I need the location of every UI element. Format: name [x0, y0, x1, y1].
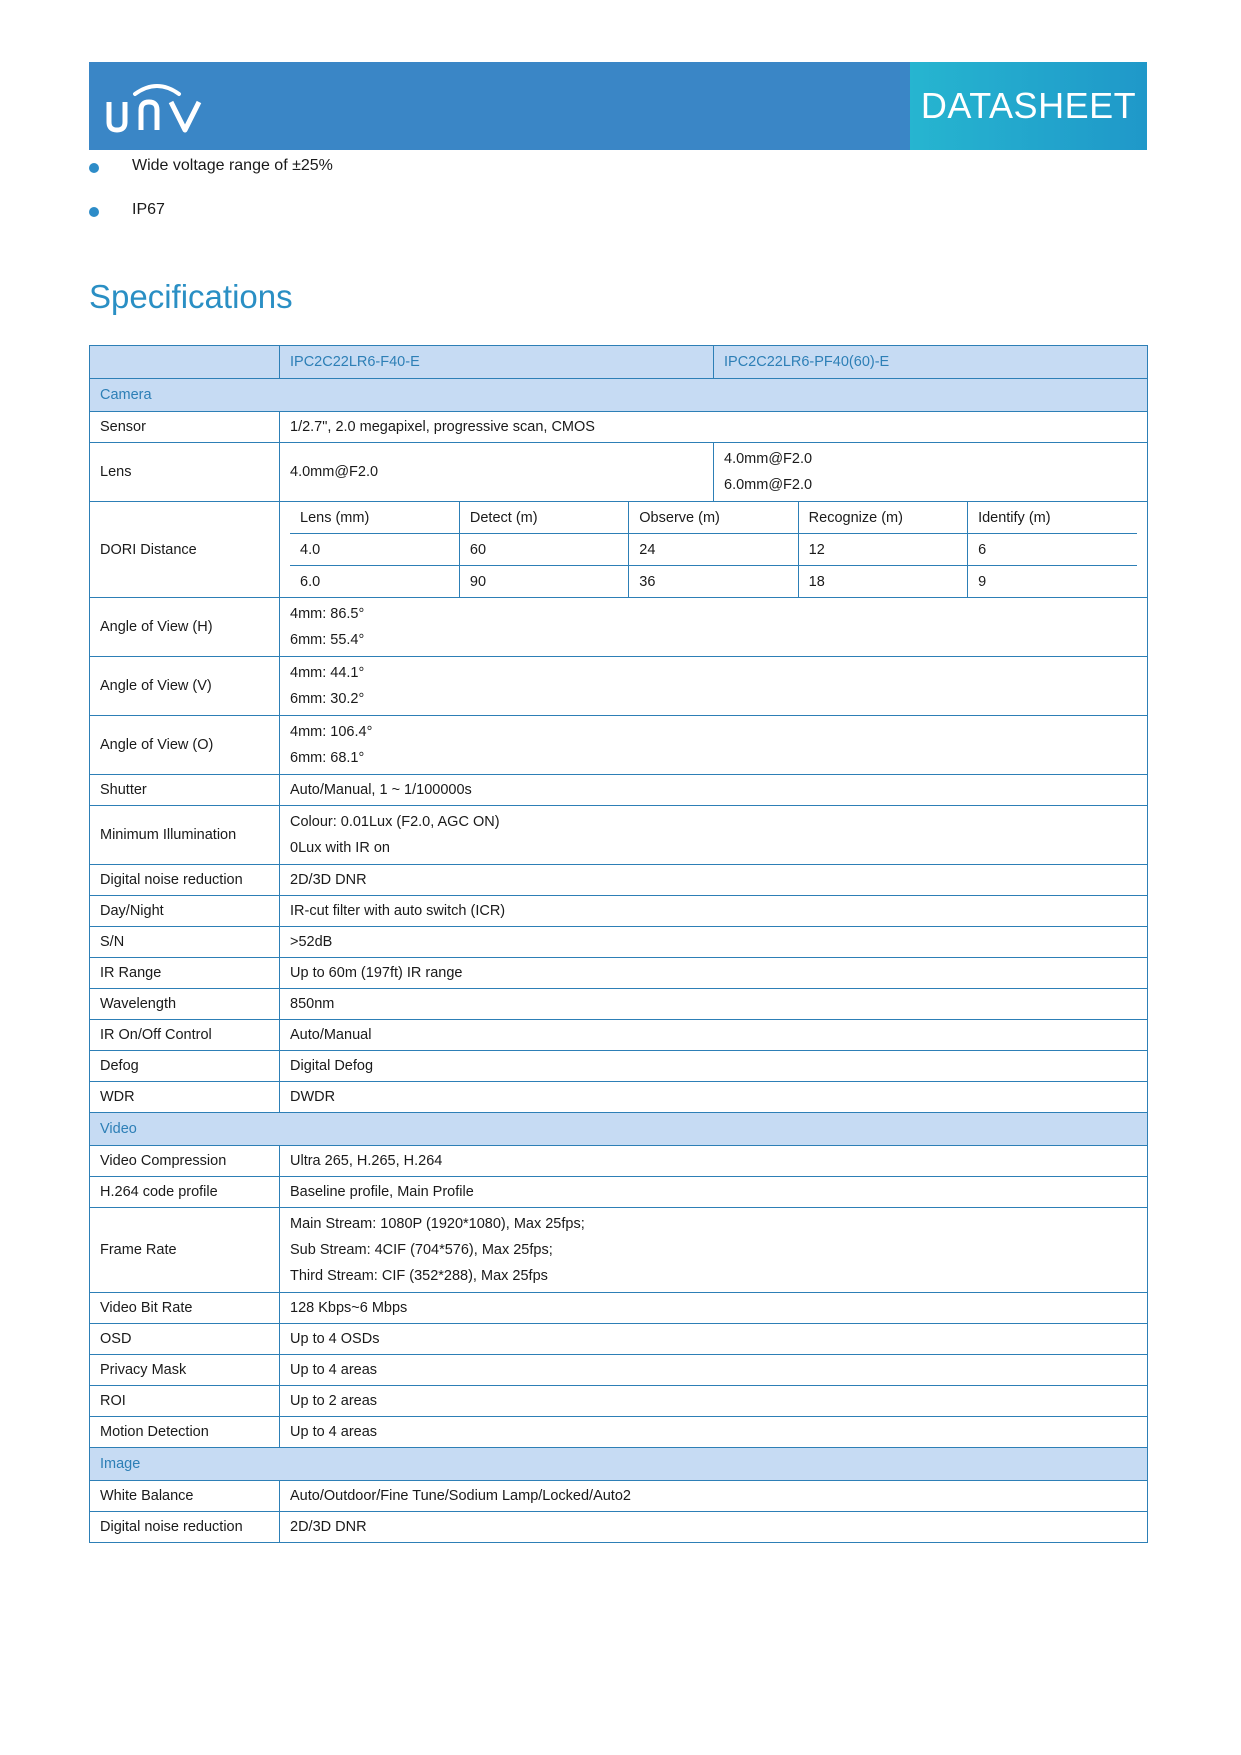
row-value: Auto/Manual [280, 1020, 1148, 1051]
dori-table-cell [280, 502, 1148, 598]
spec-table [89, 345, 1148, 1543]
table-row [90, 865, 1148, 896]
row-value: 4.0mm@F2.0 [280, 443, 714, 502]
row-value: Auto/Manual, 1 ~ 1/100000s [280, 775, 1148, 806]
row-label: Video Compression [90, 1146, 280, 1177]
row-value: >52dB [280, 927, 1148, 958]
row-label: Angle of View (O) [90, 716, 280, 775]
bullet-dot-icon [89, 163, 99, 173]
row-label: Motion Detection [90, 1417, 280, 1448]
row-label: Day/Night [90, 896, 280, 927]
row-value: Baseline profile, Main Profile [280, 1177, 1148, 1208]
table-row [90, 806, 1148, 865]
row-label: Shutter [90, 775, 280, 806]
row-label: Angle of View (V) [90, 657, 280, 716]
table-row [90, 1082, 1148, 1113]
table-row [90, 412, 1148, 443]
row-value: Ultra 265, H.265, H.264 [280, 1146, 1148, 1177]
table-row [90, 1293, 1148, 1324]
dori-row: 6.0 90 36 18 9 [290, 566, 1137, 598]
table-row [90, 716, 1148, 775]
row-label: IR On/Off Control [90, 1020, 280, 1051]
table-row [90, 1177, 1148, 1208]
table-row [90, 1146, 1148, 1177]
table-row [90, 443, 1148, 502]
model-a-header: IPC2C22LR6-F40-E [280, 346, 714, 379]
row-value: 4mm: 44.1° 6mm: 30.2° [280, 657, 1148, 716]
row-value: 2D/3D DNR [280, 865, 1148, 896]
row-label: DORI Distance [90, 502, 280, 598]
row-label: IR Range [90, 958, 280, 989]
section-title: Camera [90, 379, 1148, 412]
unv-logo [105, 80, 209, 136]
dori-row: 4.0 60 24 12 6 [290, 534, 1137, 566]
table-row [90, 1386, 1148, 1417]
datasheet-badge: DATASHEET [910, 62, 1147, 150]
row-label: S/N [90, 927, 280, 958]
row-value: 1/2.7", 2.0 megapixel, progressive scan, CMOS [280, 412, 1148, 443]
row-value: Up to 2 areas [280, 1386, 1148, 1417]
table-row [90, 1208, 1148, 1293]
row-value: Up to 4 areas [280, 1417, 1148, 1448]
row-label: Digital noise reduction [90, 865, 280, 896]
bullet-item: IP67 [89, 196, 989, 240]
table-row [90, 958, 1148, 989]
section-row-video [90, 1113, 1148, 1146]
header-empty-cell [90, 346, 280, 379]
row-value: Up to 60m (197ft) IR range [280, 958, 1148, 989]
bullet-item: Wide voltage range of ±25% [89, 152, 989, 196]
section-title: Image [90, 1448, 1148, 1481]
table-row [90, 1481, 1148, 1512]
page-title: Specifications [89, 278, 293, 315]
row-label: Frame Rate [90, 1208, 280, 1293]
row-value: Digital Defog [280, 1051, 1148, 1082]
dori-table [290, 502, 1137, 597]
table-row [90, 657, 1148, 716]
section-title: Video [90, 1113, 1148, 1146]
section-row-camera [90, 379, 1148, 412]
table-row [90, 1051, 1148, 1082]
row-label: WDR [90, 1082, 280, 1113]
table-row [90, 598, 1148, 657]
row-label: H.264 code profile [90, 1177, 280, 1208]
table-row [90, 927, 1148, 958]
row-value: 2D/3D DNR [280, 1512, 1148, 1543]
row-value: Colour: 0.01Lux (F2.0, AGC ON) 0Lux with IR on [280, 806, 1148, 865]
table-row [90, 1020, 1148, 1051]
table-header-row [90, 346, 1148, 379]
bullet-dot-icon [89, 207, 99, 217]
row-label: Video Bit Rate [90, 1293, 280, 1324]
row-value: Up to 4 areas [280, 1355, 1148, 1386]
row-label: Wavelength [90, 989, 280, 1020]
row-value: 128 Kbps~6 Mbps [280, 1293, 1148, 1324]
row-value: IR-cut filter with auto switch (ICR) [280, 896, 1148, 927]
row-label: Digital noise reduction [90, 1512, 280, 1543]
row-label: OSD [90, 1324, 280, 1355]
row-label: Lens [90, 443, 280, 502]
row-label: Privacy Mask [90, 1355, 280, 1386]
row-value: 4mm: 106.4° 6mm: 68.1° [280, 716, 1148, 775]
feature-bullets [89, 152, 989, 240]
row-label: Sensor [90, 412, 280, 443]
row-label: Minimum Illumination [90, 806, 280, 865]
row-label: Angle of View (H) [90, 598, 280, 657]
table-row [90, 775, 1148, 806]
row-value: Auto/Outdoor/Fine Tune/Sodium Lamp/Locked/Auto2 [280, 1481, 1148, 1512]
row-value: Up to 4 OSDs [280, 1324, 1148, 1355]
table-row [90, 896, 1148, 927]
row-value: Main Stream: 1080P (1920*1080), Max 25fps; Sub Stream: 4CIF (704*576), Max 25fps; Third Stream: CIF (352*288), Max 25fps [280, 1208, 1148, 1293]
dori-header-row: Lens (mm) Detect (m) Observe (m) Recognize (m) Identify (m) [290, 502, 1137, 534]
row-label: Defog [90, 1051, 280, 1082]
table-row [90, 1324, 1148, 1355]
table-row [90, 989, 1148, 1020]
model-b-header: IPC2C22LR6-PF40(60)-E [714, 346, 1148, 379]
table-row [90, 1512, 1148, 1543]
row-label: White Balance [90, 1481, 280, 1512]
row-value: 4.0mm@F2.0 6.0mm@F2.0 [714, 443, 1148, 502]
row-label: ROI [90, 1386, 280, 1417]
table-row [90, 1355, 1148, 1386]
row-value: 850nm [280, 989, 1148, 1020]
section-row-image [90, 1448, 1148, 1481]
table-row [90, 1417, 1148, 1448]
row-value: DWDR [280, 1082, 1148, 1113]
row-value: 4mm: 86.5° 6mm: 55.4° [280, 598, 1148, 657]
table-row [90, 502, 1148, 598]
